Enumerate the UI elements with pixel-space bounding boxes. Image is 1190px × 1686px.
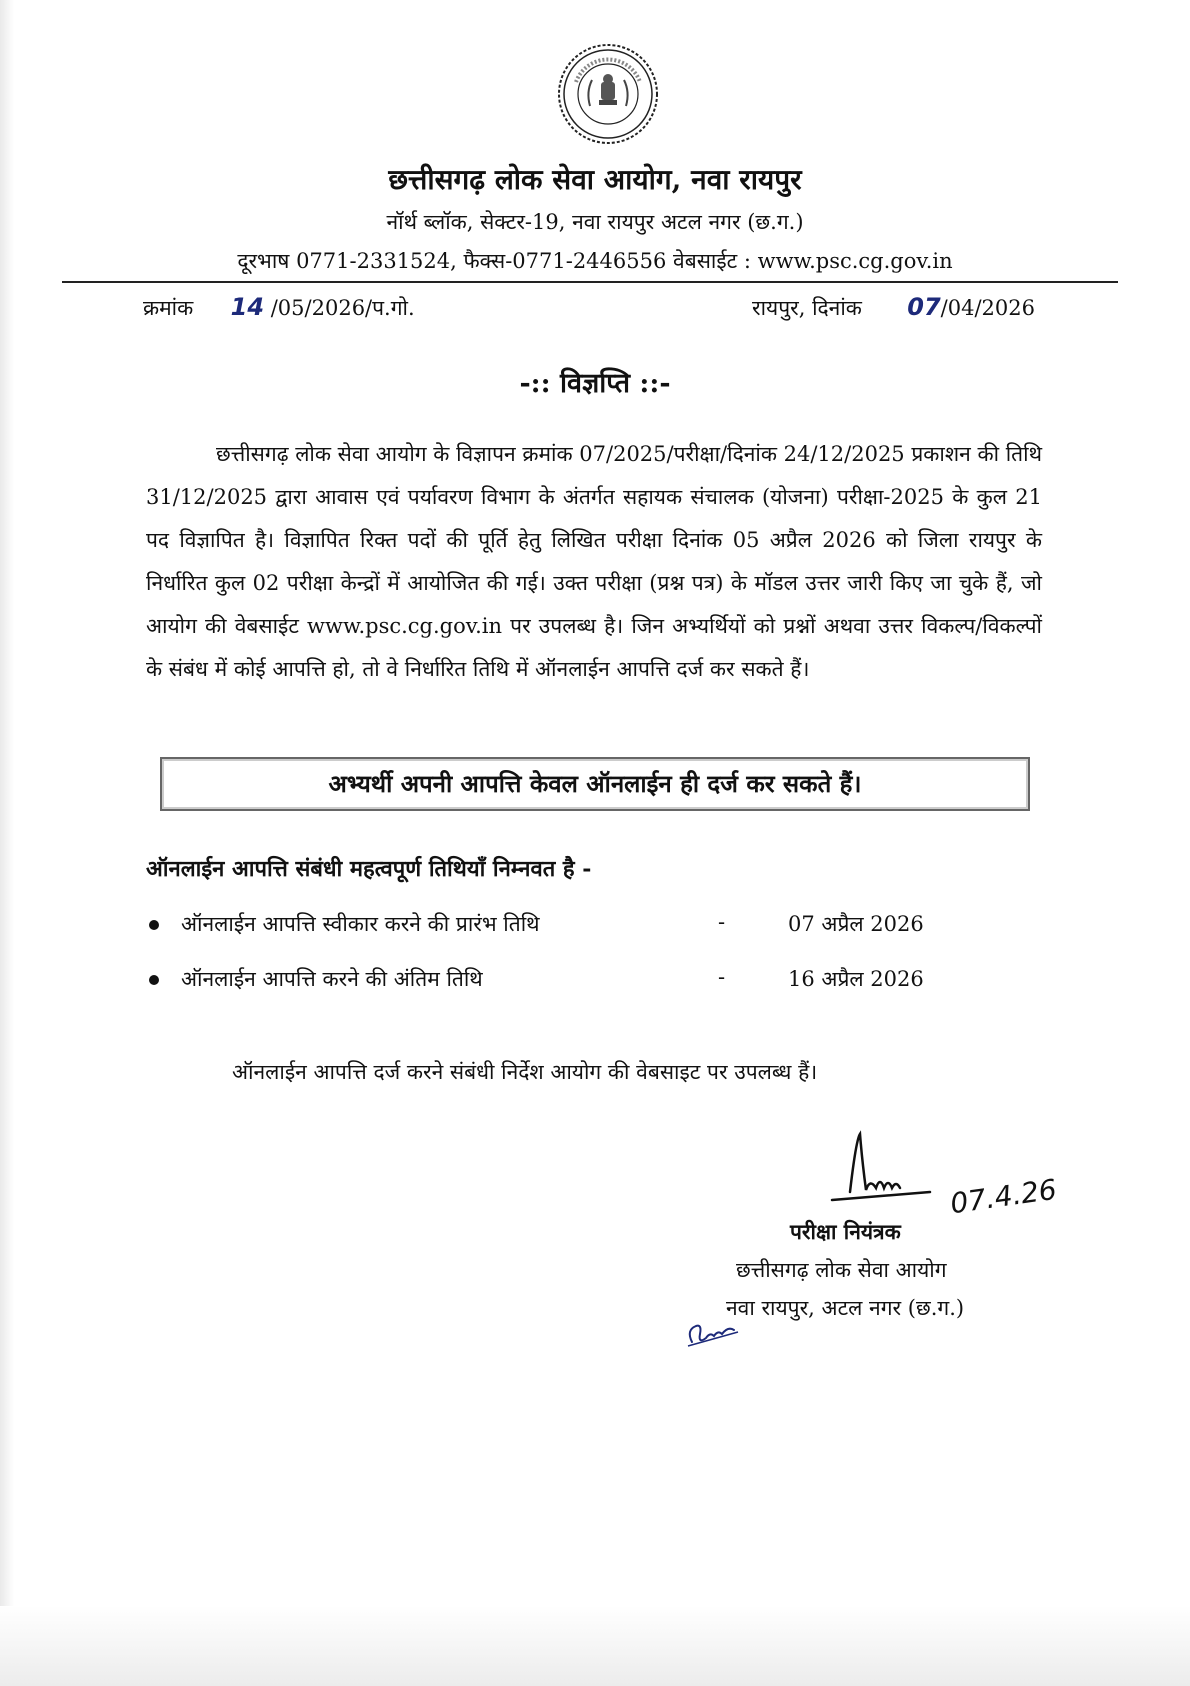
reference-date bbox=[752, 293, 1035, 322]
org-contact: दूरभाष 0771-2331524, फैक्स-0771-2446556 वेबसाईट : www.psc.cg.gov.in bbox=[237, 249, 953, 273]
bullet-icon bbox=[149, 920, 159, 930]
initials-icon bbox=[682, 1312, 742, 1352]
notice-title: -:: विज्ञप्ति ::- bbox=[519, 368, 671, 399]
dates-heading: ऑनलाईन आपत्ति संबंधी महत्वपूर्ण तिथियाँ निम्नवत है - bbox=[146, 856, 592, 882]
date-row-label: ऑनलाईन आपत्ति करने की अंतिम तिथि bbox=[181, 967, 483, 991]
reference-number bbox=[143, 293, 415, 322]
cgpsc-emblem-icon bbox=[556, 42, 660, 146]
online-only-note: अभ्यर्थी अपनी आपत्ति केवल ऑनलाईन ही दर्ज कर सकते हैं। bbox=[160, 757, 1030, 811]
date-suffix: /04/2026 bbox=[940, 296, 1035, 320]
signatory-place: नवा रायपुर, अटल नगर (छ.ग.) bbox=[726, 1296, 965, 1320]
reference-prefix: क्रमांक bbox=[143, 296, 194, 320]
date-handwritten: 07 bbox=[907, 293, 941, 321]
header-divider bbox=[62, 281, 1118, 283]
reference-suffix: /05/2026/प.गो. bbox=[270, 296, 415, 320]
org-title: छत्तीसगढ़ लोक सेवा आयोग, नवा रायपुर bbox=[388, 163, 802, 196]
date-row-label: ऑनलाईन आपत्ति स्वीकार करने की प्रारंभ तिथि bbox=[181, 912, 540, 936]
date-row-value: 07 अप्रैल 2026 bbox=[788, 912, 924, 936]
org-address: नॉर्थ ब्लॉक, सेक्टर-19, नवा रायपुर अटल नगर (छ.ग.) bbox=[386, 210, 804, 234]
place-date-label: रायपुर, दिनांक bbox=[752, 296, 862, 320]
date-row-dash: - bbox=[718, 910, 726, 934]
date-row-dash: - bbox=[718, 965, 726, 989]
signatory-org: छत्तीसगढ़ लोक सेवा आयोग bbox=[736, 1258, 947, 1282]
bullet-icon bbox=[149, 975, 159, 985]
signature-icon bbox=[826, 1130, 936, 1210]
notice-body: छत्तीसगढ़ लोक सेवा आयोग के विज्ञापन क्रमांक 07/2025/परीक्षा/दिनांक 24/12/2025 प्रकाशन की तिथि 31/12/2025 द्वारा आवास एवं पर्यावरण विभाग के अंतर्गत सहायक संचालक (योजना) परीक्षा-2025 के कुल 21 पद विज्ञापित है। विज्ञापित रिक्त पदों की पूर्ति हेतु लिखित परीक्षा दिनांक 05 अप्रैल 2026 को जिला रायपुर के निर्धारित कुल 02 परीक्षा केन्द्रों में आयोजित की गई। उक्त परीक्षा (प्रश्न पत्र) के मॉडल उत्तर जारी किए जा चुके हैं, जो आयोग की वेबसाईट www.psc.cg.gov.in पर उपलब्ध है। जिन अभ्यर्थियों को प्रश्नों अथवा उत्तर विकल्प/विकल्पों के संबंध में कोई आपत्ति हो, तो वे निर्धारित तिथि में ऑनलाईन आपत्ति दर्ज कर सकते हैं। bbox=[146, 442, 1042, 681]
date-row-value: 16 अप्रैल 2026 bbox=[788, 967, 924, 991]
reference-number-handwritten: 14 bbox=[230, 293, 265, 321]
scan-shade bbox=[0, 1606, 1190, 1686]
footer-note: ऑनलाईन आपत्ति दर्ज करने संबंधी निर्देश आयोग की वेबसाइट पर उपलब्ध हैं। bbox=[232, 1060, 818, 1084]
signature-handwritten-date: 07.4.26 bbox=[948, 1172, 1059, 1221]
signatory-title: परीक्षा नियंत्रक bbox=[790, 1219, 901, 1244]
